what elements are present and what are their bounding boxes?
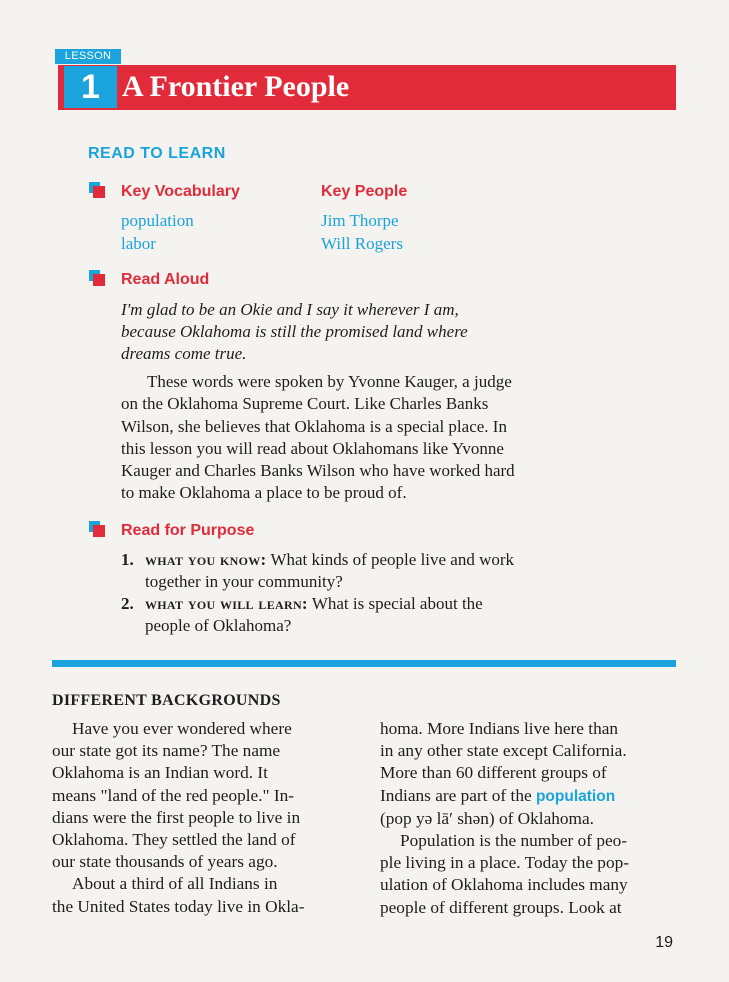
text-line: our state got its name? The name [52, 741, 281, 761]
key-vocabulary-heading: Key Vocabulary [121, 183, 240, 200]
vocabulary-term: population [121, 211, 194, 230]
vocabulary-list [121, 209, 194, 255]
text-line: people of different groups. Look at [380, 897, 622, 917]
square-bullet-icon [89, 182, 105, 198]
text-line: means "land of the red people." In- [52, 785, 295, 805]
item-text: people of Oklahoma? [145, 616, 292, 635]
read-aloud-heading: Read Aloud [121, 271, 210, 288]
quote-line: dreams come true. [121, 344, 247, 363]
text-fragment: Indians are part of the [380, 785, 536, 805]
text-line: More than 60 different groups of [380, 763, 607, 783]
key-people-heading: Key People [321, 183, 408, 200]
paragraph-line: Kauger and Charles Banks Wilson who have worked hard [121, 461, 515, 481]
read-aloud-paragraph [121, 371, 616, 505]
text-line: ulation of Oklahoma includes many [380, 875, 628, 895]
purpose-item [121, 549, 514, 593]
text-line: Have you ever wondered where [72, 719, 292, 738]
text-line: ple living in a place. Today the pop- [380, 853, 629, 873]
text-line: homa. More Indians live here than [380, 719, 619, 738]
text-line: our state thousands of years ago. [52, 852, 278, 872]
purpose-item [121, 593, 483, 637]
item-number: 1. [121, 550, 134, 569]
square-bullet-icon [89, 521, 105, 537]
lesson-label: LESSON [55, 49, 121, 64]
left-column [52, 718, 348, 918]
key-people-list [321, 209, 403, 255]
square-bullet-icon [89, 270, 105, 286]
text-line: Population is the number of peo- [400, 831, 628, 851]
text-line [380, 785, 676, 808]
section-heading: DIFFERENT BACKGROUNDS [52, 692, 281, 709]
quote-line: because Oklahoma is still the promised land where [121, 322, 468, 341]
item-text: What kinds of people live and work [270, 550, 515, 569]
page-number: 19 [655, 934, 673, 951]
read-to-learn-heading: READ TO LEARN [88, 145, 226, 162]
text-line: Oklahoma. They settled the land of [52, 830, 296, 850]
key-person: Will Rogers [321, 234, 403, 253]
text-line: dians were the first people to live in [52, 807, 301, 827]
paragraph-line: These words were spoken by Yvonne Kauger, a judge [147, 372, 512, 391]
key-person: Jim Thorpe [321, 211, 399, 230]
item-label: what you will learn: [145, 594, 308, 613]
text-line: Oklahoma is an Indian word. It [52, 763, 268, 783]
lesson-title: A Frontier People [122, 70, 350, 103]
item-label: what you know: [145, 550, 267, 569]
text-line: the United States today live in Okla- [52, 896, 305, 916]
vocabulary-term-inline: population [535, 787, 616, 805]
section-divider [52, 660, 676, 667]
quote-line: I'm glad to be an Okie and I say it wherever I am, [121, 300, 459, 319]
text-line: About a third of all Indians in [72, 874, 278, 894]
item-text: together in your community? [145, 572, 343, 591]
read-aloud-quote [121, 299, 468, 365]
right-column [380, 718, 676, 919]
paragraph-line: this lesson you will read about Oklahomans like Yvonne [121, 438, 504, 458]
lesson-number: 1 [64, 66, 117, 108]
read-for-purpose-heading: Read for Purpose [121, 522, 255, 539]
paragraph-line: to make Oklahoma a place to be proud of. [121, 483, 407, 503]
paragraph-line: Wilson, she believes that Oklahoma is a special place. In [121, 416, 507, 436]
paragraph-line: on the Oklahoma Supreme Court. Like Charles Banks [121, 394, 489, 414]
item-text: What is special about the [311, 594, 483, 613]
item-number: 2. [121, 594, 134, 613]
pronunciation-line: (pop yə lā′ shən) of Oklahoma. [380, 808, 594, 828]
vocabulary-term: labor [121, 234, 156, 253]
text-line: in any other state except California. [380, 741, 627, 761]
